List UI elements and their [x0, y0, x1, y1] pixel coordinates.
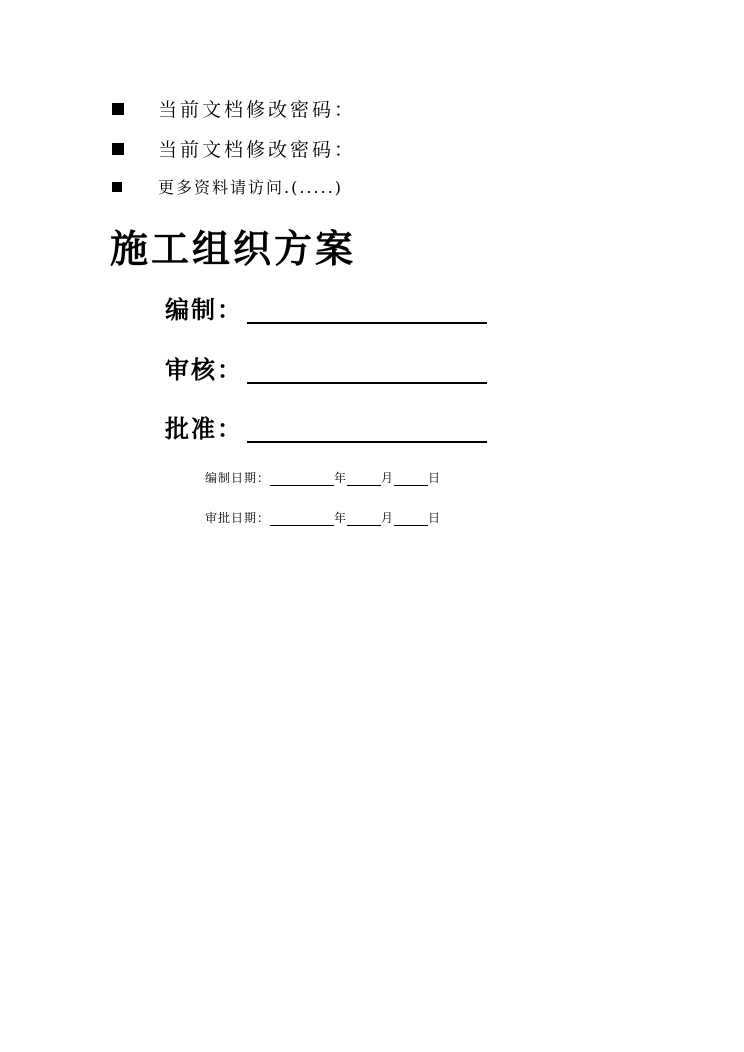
signature-line	[247, 417, 487, 443]
signature-label: 编制：	[165, 296, 243, 324]
day-blank	[394, 473, 428, 486]
square-bullet-icon	[112, 103, 124, 115]
signature-label: 批准：	[165, 415, 243, 443]
bullet-item-1	[112, 95, 356, 122]
month-blank	[347, 473, 381, 486]
bullet-text: 当前文档修改密码：	[158, 139, 357, 161]
day-blank	[394, 513, 428, 526]
signature-row-approve	[165, 415, 487, 443]
bullet-item-2	[112, 135, 356, 162]
signature-row-review	[165, 356, 487, 384]
bullet-text: 更多资料请访问.(.....)	[158, 178, 344, 197]
year-blank	[270, 513, 334, 526]
bullet-text: 当前文档修改密码：	[158, 99, 357, 121]
year-label: 年	[334, 471, 348, 485]
signature-row-compile	[165, 296, 487, 324]
year-blank	[270, 473, 334, 486]
signature-line	[247, 298, 487, 324]
square-bullet-icon	[112, 182, 122, 192]
date-row-compile	[205, 470, 441, 486]
month-blank	[347, 513, 381, 526]
month-label: 月	[381, 471, 395, 485]
signature-line	[247, 358, 487, 384]
document-title: 施工组织方案	[110, 227, 357, 271]
date-label: 编制日期：	[205, 471, 271, 485]
month-label: 月	[381, 511, 395, 525]
day-label: 日	[428, 511, 442, 525]
year-label: 年	[334, 511, 348, 525]
square-bullet-icon	[112, 143, 124, 155]
bullet-item-3	[112, 175, 343, 198]
date-row-approve	[205, 510, 441, 526]
date-label: 审批日期：	[205, 511, 271, 525]
day-label: 日	[428, 471, 442, 485]
signature-label: 审核：	[165, 356, 243, 384]
